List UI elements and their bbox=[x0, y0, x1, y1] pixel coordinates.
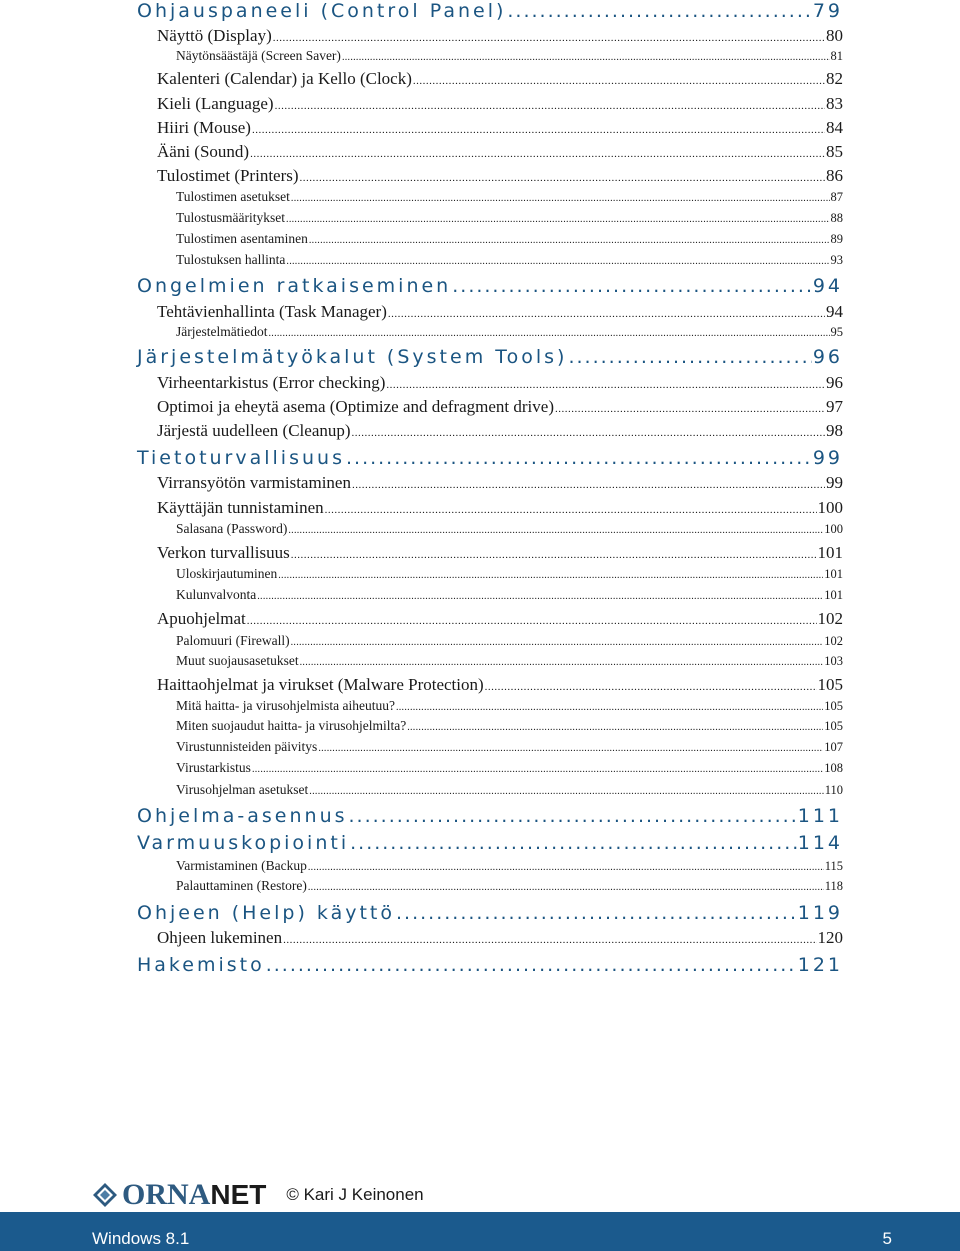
toc-dot-leader bbox=[346, 447, 812, 469]
toc-entry-page: 94 bbox=[826, 302, 843, 321]
toc-entry-title: Varmistaminen (Backup bbox=[176, 858, 307, 873]
toc-section-entry[interactable] bbox=[157, 118, 843, 140]
toc-entry-title: Optimoi ja eheytä asema (Optimize and defragment drive) bbox=[157, 397, 554, 416]
toc-entry-page: 110 bbox=[824, 783, 843, 797]
toc-dot-leader bbox=[342, 52, 830, 63]
toc-entry-title: Ohjauspaneeli (Control Panel) bbox=[137, 0, 507, 22]
toc-dot-leader bbox=[568, 346, 811, 368]
toc-entry-title: Tulostimen asetukset bbox=[176, 189, 290, 204]
toc-entry-title: Järjestä uudelleen (Cleanup) bbox=[157, 421, 351, 440]
toc-entry-page: 99 bbox=[826, 473, 843, 492]
toc-section-entry[interactable] bbox=[157, 543, 843, 565]
toc-dot-leader bbox=[309, 235, 830, 246]
toc-entry-title: Ongelmien ratkaiseminen bbox=[137, 275, 452, 297]
toc-entry-title: Uloskirjautuminen bbox=[176, 566, 278, 581]
toc-entry-title: Virheentarkistus (Error checking) bbox=[157, 373, 386, 392]
toc-entry-title: Palomuuri (Firewall) bbox=[176, 633, 290, 648]
toc-dot-leader bbox=[388, 308, 825, 320]
toc-entry-title: Muut suojausasetukset bbox=[176, 653, 299, 668]
toc-entry-page: 97 bbox=[826, 397, 843, 416]
toc-entry-page: 108 bbox=[824, 761, 843, 775]
toc-section-entry[interactable] bbox=[157, 69, 843, 91]
toc-entry-page: 101 bbox=[824, 588, 843, 602]
toc-entry-title: Järjestelmätyökalut (System Tools) bbox=[137, 346, 568, 368]
toc-dot-leader bbox=[309, 786, 823, 797]
toc-section-entry[interactable] bbox=[157, 928, 843, 950]
toc-entry-title: Näytönsäästäjä (Screen Saver) bbox=[176, 47, 341, 63]
toc-entry-page: 100 bbox=[817, 498, 843, 517]
toc-entry-page: 82 bbox=[826, 69, 843, 88]
toc-dot-leader bbox=[252, 124, 825, 136]
toc-dot-leader bbox=[291, 549, 817, 561]
toc-dot-leader bbox=[555, 403, 825, 415]
toc-subsection-entry[interactable] bbox=[176, 760, 843, 778]
toc-entry-title: Virusohjelman asetukset bbox=[176, 782, 309, 797]
toc-chapter-entry[interactable] bbox=[137, 0, 843, 26]
toc-chapter-entry[interactable] bbox=[137, 832, 843, 858]
toc-entry-title: Verkon turvallisuus bbox=[157, 543, 290, 562]
toc-entry-page: 99 bbox=[812, 447, 843, 469]
toc-section-entry[interactable] bbox=[157, 473, 843, 495]
toc-entry-title: Varmuuskopiointi bbox=[137, 832, 350, 854]
toc-dot-leader bbox=[286, 214, 829, 225]
toc-entry-title: Ohjeen (Help) käyttö bbox=[137, 902, 395, 924]
toc-entry-title: Virustunnisteiden päivitys bbox=[176, 739, 318, 754]
toc-entry-page: 89 bbox=[830, 232, 843, 246]
footer-bar bbox=[0, 1212, 960, 1251]
toc-dot-leader bbox=[291, 193, 830, 204]
toc-entry-title: Virransyötön varmistaminen bbox=[157, 473, 351, 492]
toc-chapter-entry[interactable] bbox=[137, 805, 843, 831]
toc-entry-title: Hakemisto bbox=[137, 954, 265, 976]
toc-entry-title: Salasana (Password) bbox=[176, 521, 288, 536]
toc-entry-page: 115 bbox=[824, 859, 843, 873]
footer-brand bbox=[92, 1178, 424, 1212]
toc-subsection-entry[interactable] bbox=[176, 698, 843, 716]
toc-dot-leader bbox=[407, 722, 823, 733]
toc-entry-page: 111 bbox=[797, 805, 843, 827]
toc-dot-leader bbox=[308, 882, 824, 893]
toc-subsection-entry[interactable] bbox=[176, 782, 843, 800]
toc-subsection-entry[interactable] bbox=[176, 587, 843, 605]
logo-text-orna: ORNA bbox=[122, 1178, 211, 1211]
toc-section-entry[interactable] bbox=[157, 94, 843, 116]
toc-entry-page: 86 bbox=[826, 166, 843, 185]
toc-section-entry[interactable] bbox=[157, 26, 843, 48]
toc-entry-page: 98 bbox=[826, 421, 843, 440]
toc-entry-title: Tulostusmääritykset bbox=[176, 210, 286, 225]
toc-entry-title: Hiiri (Mouse) bbox=[157, 118, 251, 137]
footer-document-title: Windows 8.1 bbox=[92, 1229, 190, 1248]
toc-subsection-entry[interactable] bbox=[176, 858, 843, 876]
toc-entry-title: Ohjelma-asennus bbox=[137, 805, 348, 827]
toc-entry-page: 105 bbox=[824, 719, 843, 733]
toc-entry-page: 121 bbox=[797, 954, 843, 976]
toc-entry-title: Haittaohjelmat ja virukset (Malware Protection) bbox=[157, 675, 484, 694]
toc-subsection-entry[interactable] bbox=[176, 878, 843, 896]
toc-entry-page: 107 bbox=[824, 740, 843, 754]
toc-entry-page: 96 bbox=[812, 346, 843, 368]
toc-chapter-entry[interactable] bbox=[137, 447, 843, 473]
toc-entry-page: 119 bbox=[797, 902, 843, 924]
toc-section-entry[interactable] bbox=[157, 675, 843, 697]
toc-dot-leader bbox=[275, 100, 825, 112]
toc-dot-leader bbox=[485, 681, 817, 693]
copyright-text: © Kari J Keinonen bbox=[286, 1185, 424, 1204]
toc-dot-leader bbox=[396, 702, 823, 713]
toc-entry-page: 80 bbox=[826, 26, 843, 45]
logo-wordmark bbox=[122, 1180, 266, 1210]
toc-dot-leader bbox=[325, 504, 817, 516]
toc-entry-title: Tulostuksen hallinta bbox=[176, 252, 286, 267]
toc-section-entry[interactable] bbox=[157, 498, 843, 520]
toc-entry-title: Näyttö (Display) bbox=[157, 26, 272, 45]
toc-entry-title: Virustarkistus bbox=[176, 760, 251, 775]
toc-entry-title: Tulostimet (Printers) bbox=[157, 166, 299, 185]
toc-entry-title: Ohjeen lukeminen bbox=[157, 928, 283, 947]
toc-entry-title: Järjestelmätiedot bbox=[176, 324, 268, 339]
toc-dot-leader bbox=[288, 525, 823, 536]
toc-subsection-entry[interactable] bbox=[176, 189, 843, 207]
ornanet-logo bbox=[92, 1180, 266, 1210]
toc-chapter-entry[interactable] bbox=[137, 954, 843, 980]
toc-entry-page: 101 bbox=[817, 543, 843, 562]
toc-entry-title: Miten suojaudut haitta- ja virusohjelmilta? bbox=[176, 718, 407, 733]
toc-entry-title: Mitä haitta- ja virusohjelmista aiheutuu? bbox=[176, 698, 395, 713]
toc-chapter-entry[interactable] bbox=[137, 902, 843, 928]
diamond-logo-icon bbox=[92, 1182, 118, 1208]
toc-entry-page: 103 bbox=[824, 654, 843, 668]
toc-dot-leader bbox=[300, 172, 825, 184]
toc-dot-leader bbox=[278, 570, 823, 581]
toc-entry-page: 79 bbox=[812, 0, 843, 22]
toc-entry-page: 85 bbox=[826, 142, 843, 161]
toc-section-entry[interactable] bbox=[157, 166, 843, 188]
toc-subsection-entry[interactable] bbox=[176, 48, 843, 66]
toc-chapter-entry[interactable] bbox=[137, 275, 843, 301]
toc-entry-page: 84 bbox=[826, 118, 843, 137]
toc-entry-page: 100 bbox=[824, 522, 843, 536]
toc-section-entry[interactable] bbox=[157, 302, 843, 324]
toc-dot-leader bbox=[257, 591, 823, 602]
toc-entry-title: Ääni (Sound) bbox=[157, 142, 250, 161]
toc-entry-title: Tehtävienhallinta (Task Manager) bbox=[157, 302, 387, 321]
toc-entry-page: 96 bbox=[826, 373, 843, 392]
toc-dot-leader bbox=[350, 832, 797, 854]
toc-dot-leader bbox=[452, 275, 812, 297]
toc-entry-title: Kulunvalvonta bbox=[176, 587, 257, 602]
toc-dot-leader bbox=[291, 637, 824, 648]
toc-dot-leader bbox=[268, 328, 829, 339]
toc-entry-page: 105 bbox=[817, 675, 843, 694]
toc-entry-page: 88 bbox=[830, 211, 843, 225]
toc-dot-leader bbox=[413, 75, 825, 87]
toc-entry-page: 93 bbox=[830, 253, 843, 267]
toc-entry-page: 83 bbox=[826, 94, 843, 113]
toc-entry-page: 102 bbox=[817, 609, 843, 628]
toc-entry-title: Tietoturvallisuus bbox=[137, 447, 345, 469]
toc-dot-leader bbox=[386, 379, 825, 391]
toc-entry-title: Käyttäjän tunnistaminen bbox=[157, 498, 324, 517]
toc-dot-leader bbox=[349, 805, 797, 827]
toc-subsection-entry[interactable] bbox=[176, 653, 843, 671]
toc-entry-title: Palauttaminen (Restore) bbox=[176, 878, 307, 893]
toc-subsection-entry[interactable] bbox=[176, 739, 843, 757]
toc-dot-leader bbox=[250, 148, 825, 160]
toc-entry-page: 102 bbox=[824, 634, 843, 648]
toc-entry-page: 94 bbox=[812, 275, 843, 297]
toc-entry-page: 95 bbox=[830, 325, 843, 339]
toc-entry-page: 105 bbox=[824, 699, 843, 713]
toc-entry-title: Kieli (Language) bbox=[157, 94, 274, 113]
toc-section-entry[interactable] bbox=[157, 373, 843, 395]
toc-dot-leader bbox=[352, 479, 825, 491]
toc-dot-leader bbox=[352, 427, 825, 439]
toc-dot-leader bbox=[286, 256, 829, 267]
toc-dot-leader bbox=[300, 657, 824, 668]
toc-subsection-entry[interactable] bbox=[176, 633, 843, 651]
toc-chapter-entry[interactable] bbox=[137, 346, 843, 372]
toc-dot-leader bbox=[273, 32, 825, 44]
toc-dot-leader bbox=[396, 902, 797, 924]
toc-dot-leader bbox=[266, 954, 797, 976]
toc-subsection-entry[interactable] bbox=[176, 718, 843, 736]
toc-subsection-entry[interactable] bbox=[176, 252, 843, 270]
toc-entry-title: Apuohjelmat bbox=[157, 609, 246, 628]
toc-entry-page: 118 bbox=[824, 879, 843, 893]
toc-section-entry[interactable] bbox=[157, 609, 843, 631]
toc-dot-leader bbox=[283, 934, 816, 946]
toc-dot-leader bbox=[247, 615, 817, 627]
toc-section-entry[interactable] bbox=[157, 421, 843, 443]
toc-entry-page: 120 bbox=[817, 928, 843, 947]
toc-entry-page: 81 bbox=[830, 48, 843, 63]
toc-entry-title: Kalenteri (Calendar) ja Kello (Clock) bbox=[157, 69, 412, 88]
toc-entry-page: 114 bbox=[797, 832, 843, 854]
logo-text-net: NET bbox=[210, 1179, 267, 1210]
footer-page-number: 5 bbox=[882, 1229, 892, 1248]
toc-dot-leader bbox=[318, 743, 823, 754]
toc-entry-title: Tulostimen asentaminen bbox=[176, 231, 308, 246]
toc-subsection-entry[interactable] bbox=[176, 231, 843, 249]
toc-entry-page: 87 bbox=[830, 190, 843, 204]
toc-subsection-entry[interactable] bbox=[176, 210, 843, 228]
toc-dot-leader bbox=[252, 764, 823, 775]
toc-section-entry[interactable] bbox=[157, 142, 843, 164]
toc-subsection-entry[interactable] bbox=[176, 566, 843, 584]
toc-dot-leader bbox=[507, 0, 811, 22]
toc-dot-leader bbox=[308, 862, 824, 873]
toc-subsection-entry[interactable] bbox=[176, 521, 843, 539]
toc-section-entry[interactable] bbox=[157, 397, 843, 419]
toc-subsection-entry[interactable] bbox=[176, 324, 843, 342]
toc-entry-page: 101 bbox=[824, 567, 843, 581]
